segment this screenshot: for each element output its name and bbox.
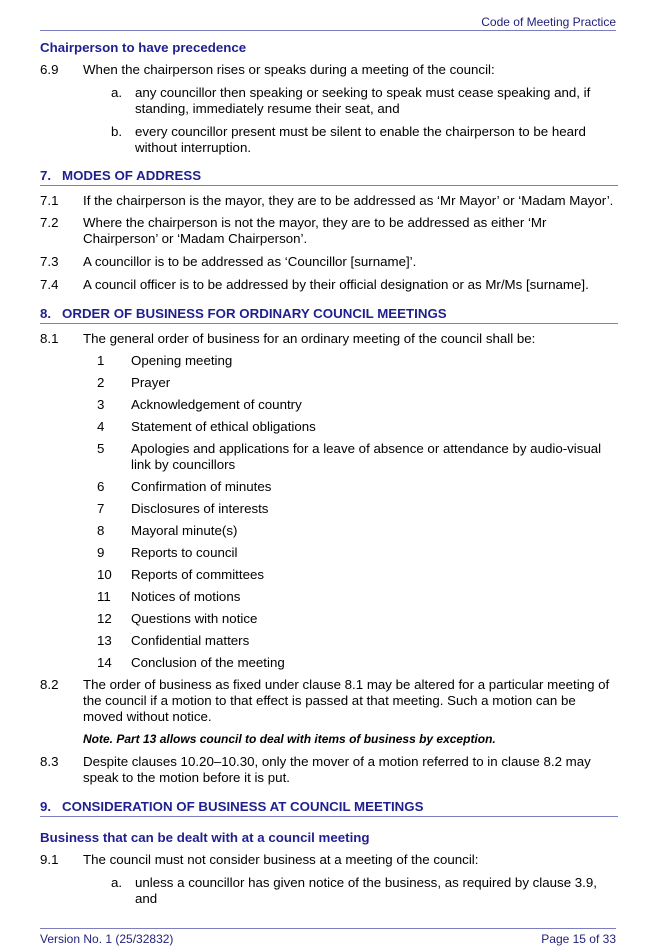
clause-6-9-item-b	[111, 124, 618, 156]
item-number: 11	[97, 589, 111, 604]
section-number: 9.	[40, 799, 52, 814]
page-header	[40, 14, 616, 31]
clause-number: 7.1	[40, 193, 59, 208]
list-item	[97, 655, 618, 671]
clause-text: The council must not consider business at a meeting of the council:	[83, 852, 479, 867]
item-text: any councillor then speaking or seeking to speak must cease speaking and, if standing, immediately resume their seat, and	[135, 85, 591, 116]
subheading-business-council-meeting: Business that can be dealt with at a council meeting	[40, 830, 370, 845]
clause-number: 8.2	[40, 677, 59, 692]
item-text: Disclosures of interests	[131, 501, 269, 516]
list-item	[97, 567, 618, 583]
list-item	[97, 523, 618, 539]
item-number: 6	[97, 479, 105, 494]
section-number: 7.	[40, 168, 52, 183]
list-item	[97, 501, 618, 517]
clause-6-9	[40, 62, 618, 78]
page-footer	[40, 928, 616, 946]
page-number: Page 15 of 33	[541, 932, 616, 946]
list-item	[97, 589, 618, 605]
item-number: 7	[97, 501, 105, 516]
section-title: ORDER OF BUSINESS FOR ORDINARY COUNCIL MEETINGS	[62, 306, 447, 321]
item-text: Opening meeting	[131, 353, 233, 368]
section-heading-7	[40, 168, 618, 186]
item-number: 3	[97, 397, 105, 412]
list-item	[97, 633, 618, 649]
section-number: 8.	[40, 306, 52, 321]
clause-text: If the chairperson is the mayor, they are to be addressed as ‘Mr Mayor’ or ‘Madam Mayor’.	[83, 193, 614, 208]
item-letter: a.	[111, 875, 123, 890]
item-text: unless a councillor has given notice of the business, as required by clause 3.9, and	[135, 875, 597, 906]
note-part-13: Note. Part 13 allows council to deal with items of business by exception.	[83, 732, 496, 746]
item-number: 8	[97, 523, 105, 538]
clause-text: A council officer is to be addressed by their official designation or as Mr/Ms [surname].	[83, 277, 589, 292]
list-item	[97, 479, 618, 495]
item-text: Notices of motions	[131, 589, 241, 604]
clause-text: Despite clauses 10.20–10.30, only the mover of a motion referred to in clause 8.2 may speak to the motion before it is put.	[83, 754, 591, 785]
item-number: 10	[97, 567, 112, 582]
clause-number: 8.1	[40, 331, 59, 346]
item-number: 5	[97, 441, 105, 456]
item-text: Reports of committees	[131, 567, 265, 582]
item-text: Questions with notice	[131, 611, 258, 626]
item-text: every councillor present must be silent to enable the chairperson to be heard without interruption.	[135, 124, 586, 155]
list-item	[97, 441, 618, 473]
clause-number: 7.3	[40, 254, 59, 269]
clause-7-1	[40, 193, 618, 209]
page-content	[40, 38, 618, 907]
clause-number: 7.4	[40, 277, 59, 292]
clause-9-1	[40, 852, 618, 868]
clause-8-3	[40, 754, 618, 786]
section-heading-9	[40, 799, 618, 817]
item-text: Statement of ethical obligations	[131, 419, 316, 434]
item-text: Acknowledgement of country	[131, 397, 302, 412]
clause-text: The general order of business for an ordinary meeting of the council shall be:	[83, 331, 536, 346]
clause-8-2	[40, 677, 618, 725]
clause-8-1	[40, 331, 618, 347]
clause-7-2	[40, 215, 618, 247]
clause-7-3	[40, 254, 618, 270]
item-text: Confirmation of minutes	[131, 479, 272, 494]
item-number: 1	[97, 353, 105, 368]
list-item	[97, 419, 618, 435]
item-text: Reports to council	[131, 545, 238, 560]
section-title: CONSIDERATION OF BUSINESS AT COUNCIL MEETINGS	[62, 799, 424, 814]
order-of-business-list	[40, 353, 618, 671]
document-title: Code of Meeting Practice	[481, 15, 616, 29]
item-number: 2	[97, 375, 105, 390]
version-number: Version No. 1 (25/32832)	[40, 932, 174, 946]
clause-6-9-item-a	[111, 85, 618, 117]
item-text: Prayer	[131, 375, 171, 390]
item-letter: a.	[111, 85, 123, 100]
item-letter: b.	[111, 124, 123, 139]
item-number: 13	[97, 633, 112, 648]
section-heading-8	[40, 306, 618, 324]
list-item	[97, 353, 618, 369]
clause-text: The order of business as fixed under clause 8.1 may be altered for a particular meeting of the council if a motion to that effect is passed at that meeting. Such a motion can be moved without notice.	[83, 677, 610, 724]
clause-number: 8.3	[40, 754, 59, 769]
item-text: Confidential matters	[131, 633, 250, 648]
item-number: 4	[97, 419, 105, 434]
item-text: Conclusion of the meeting	[131, 655, 285, 670]
item-text: Apologies and applications for a leave of absence or attendance by audio-visual link by councillors	[131, 441, 602, 472]
clause-text: When the chairperson rises or speaks during a meeting of the council:	[83, 62, 495, 77]
clause-number: 9.1	[40, 852, 59, 867]
list-item	[97, 397, 618, 413]
clause-text: Where the chairperson is not the mayor, they are to be addressed as either ‘Mr Chairperson’ or ‘Madam Chairperson’.	[83, 215, 547, 246]
section-title: MODES OF ADDRESS	[62, 168, 202, 183]
item-number: 12	[97, 611, 112, 626]
item-number: 9	[97, 545, 105, 560]
clause-9-1-item-a	[111, 875, 618, 907]
clause-number: 6.9	[40, 62, 59, 77]
list-item	[97, 375, 618, 391]
clause-7-4	[40, 277, 618, 293]
clause-number: 7.2	[40, 215, 59, 230]
item-text: Mayoral minute(s)	[131, 523, 238, 538]
list-item	[97, 545, 618, 561]
item-number: 14	[97, 655, 112, 670]
subheading-chairperson-precedence: Chairperson to have precedence	[40, 40, 247, 55]
clause-text: A councillor is to be addressed as ‘Councillor [surname]’.	[83, 254, 417, 269]
list-item	[97, 611, 618, 627]
